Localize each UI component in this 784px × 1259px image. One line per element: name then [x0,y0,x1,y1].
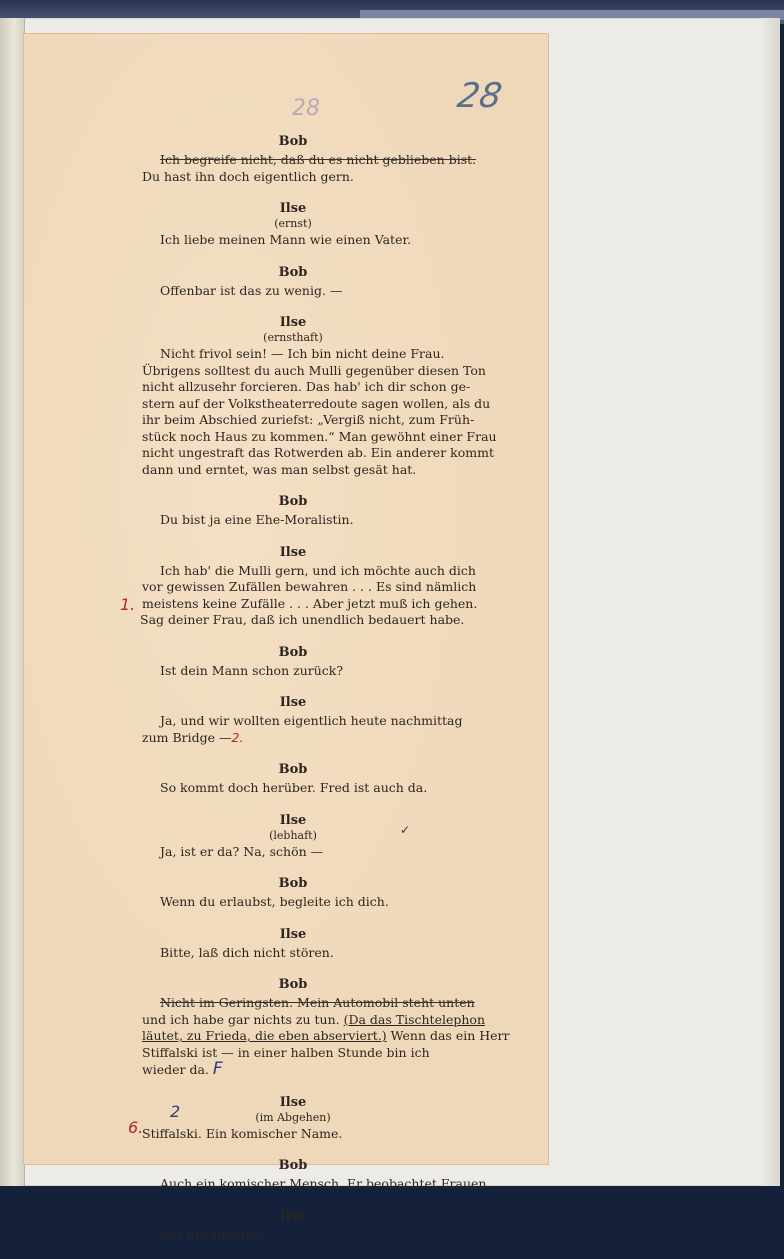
speaker-name: Bob [278,264,308,280]
dialogue-line: Du bist ja eine Ehe-Moralistin. [160,512,354,527]
ink-page-number: 28 [454,76,505,116]
speaker-name: Bob [278,977,308,992]
dialogue-line: meistens keine Zufälle . . . Aber jetzt muß ich gehen. [142,595,478,611]
dialogue-block [24,1176,548,1193]
speaker-name: Ilse [279,201,307,216]
dialogue-block [24,1227,548,1244]
dialogue-line: Ich hab' die Mulli gern, und ich möchte auch dich [160,562,476,578]
pencil-page-number: 28 [292,96,320,121]
dialogue-block [24,780,548,797]
dialogue-line: dann und erntet, was man selbst gesät hat. [142,461,417,477]
end-note: F [212,1059,223,1079]
dialogue-block [24,512,548,529]
dialogue-block [24,945,548,962]
speaker-name: Bob [278,644,308,660]
dialogue-block [24,663,548,680]
stage-direction: (im Abgehen) [255,1110,331,1124]
dialogue-line: stern auf der Volkstheaterredoute sagen wollen, als du [142,395,491,411]
speaker-name: Ilse [279,695,307,710]
stage-direction: (ernsthaft) [263,331,323,344]
dialogue-line: Ich begreife nicht, daß du es nicht geblieben bist. [160,152,477,167]
script-text [24,134,548,1259]
dialogue-line: Sag deiner Frau, daß ich unendlich bedauert habe. [140,612,465,627]
inline-note: 2. [231,729,244,745]
dialogue-line: Du hast ihn doch eigentlich gern. [142,168,354,184]
underlined-direction: (Da das Tischtelephon [343,1011,486,1027]
dialogue-line: nicht allzusehr forcieren. Das hab' ich dir schon ge- [142,379,471,394]
dialogue-line: und ich habe gar nichts zu tun. (Da das Tischtelephon [142,1011,486,1027]
dialogue-block [24,152,548,185]
speaker-name: Bob [278,134,308,149]
pencil-tick-mark: ✓ [400,822,411,837]
dialogue-line: Ja, und wir wollten eigentlich heute nachmittag [160,713,463,728]
dialogue-block [24,283,548,300]
dialogue-line: Übrigens solltest du auch Mulli gegenüber diesen Ton [142,362,486,378]
struck-direction: läutet, zu Frieda, die eben abserviert.) [142,1028,387,1043]
dialogue-line: Auch ein komischer Mensch. Er beobachtet Frauen. [160,1176,491,1191]
dialogue-line: Nicht frivol sein! — Ich bin nicht deine Frau. [160,346,445,361]
speaker-name: Ilse [279,544,307,560]
dialogue-line: ihr beim Abschied zuriefst: „Vergiß nicht, zum Früh- [142,412,475,427]
dialogue-block [24,232,548,249]
dialogue-line: Ich liebe meinen Mann wie einen Vater. [160,232,412,247]
dialogue-line: Ist dein Mann schon zurück? [160,662,344,678]
speaker-name: Ilse [279,315,307,330]
speaker-name: Bob [278,1158,308,1173]
dialogue-line: wieder da. F [142,1059,223,1079]
speaker-name: Bob [278,494,308,509]
speaker-name: Bob [278,876,308,891]
dialogue-line: zum Bridge —2. [142,729,244,745]
speaker-name: Ilse [279,812,307,828]
backing-page-fold [762,18,780,1186]
dialogue-line: Ja, ist er da? Na, schön — [160,843,324,859]
overwrite-note: 2 [170,1101,181,1121]
dialogue-line: Bitte, laß dich nicht stören. [160,944,334,960]
margin-note: 6. [128,1117,144,1137]
dialogue-line: Offenbar ist das zu wenig. — [160,282,343,298]
dialogue-block [24,713,548,746]
dialogue-block [24,346,548,478]
dialogue-line: vor gewissen Zufällen bewahren . . . Es sind nämlich [142,579,477,594]
binder-edge [0,18,25,1186]
stage-direction: (ernst) [274,217,312,230]
dialogue-line: Stiffalski ist — in einer halben Stunde bin ich [142,1044,430,1060]
dialogue-line: So kommt doch herüber. Fred ist auch da. [160,780,428,795]
speaker-name: Ilse [279,1208,307,1224]
speaker-name: Bob [278,762,308,777]
dialogue-block [24,894,548,911]
dialogue-line: Ah! Ein Dichter? [160,1226,266,1242]
dialogue-block [24,995,548,1079]
dialogue-line: läutet, zu Frieda, die eben abserviert.) Wenn das ein Herr [142,1028,510,1043]
script-page [24,34,548,1242]
dialogue-line: stück noch Haus zu kommen.“ Man gewöhnt einer Frau [142,428,497,444]
speaker-name: Ilse [279,1094,307,1110]
dialogue-line: nicht ungestraft das Rotwerden ab. Ein anderer kommt [142,445,494,460]
margin-note: 1. [120,594,136,614]
speaker-name: Ilse [279,926,307,942]
dialogue-line: Nicht im Geringsten. Mein Automobil steht unten [160,995,475,1010]
dialogue-block [24,563,548,629]
dialogue-line: Stiffalski. Ein komischer Name. [142,1125,343,1141]
dialogue-line: Wenn du erlaubst, begleite ich dich. [160,894,389,909]
stage-direction: (lebhaft) [269,828,317,842]
